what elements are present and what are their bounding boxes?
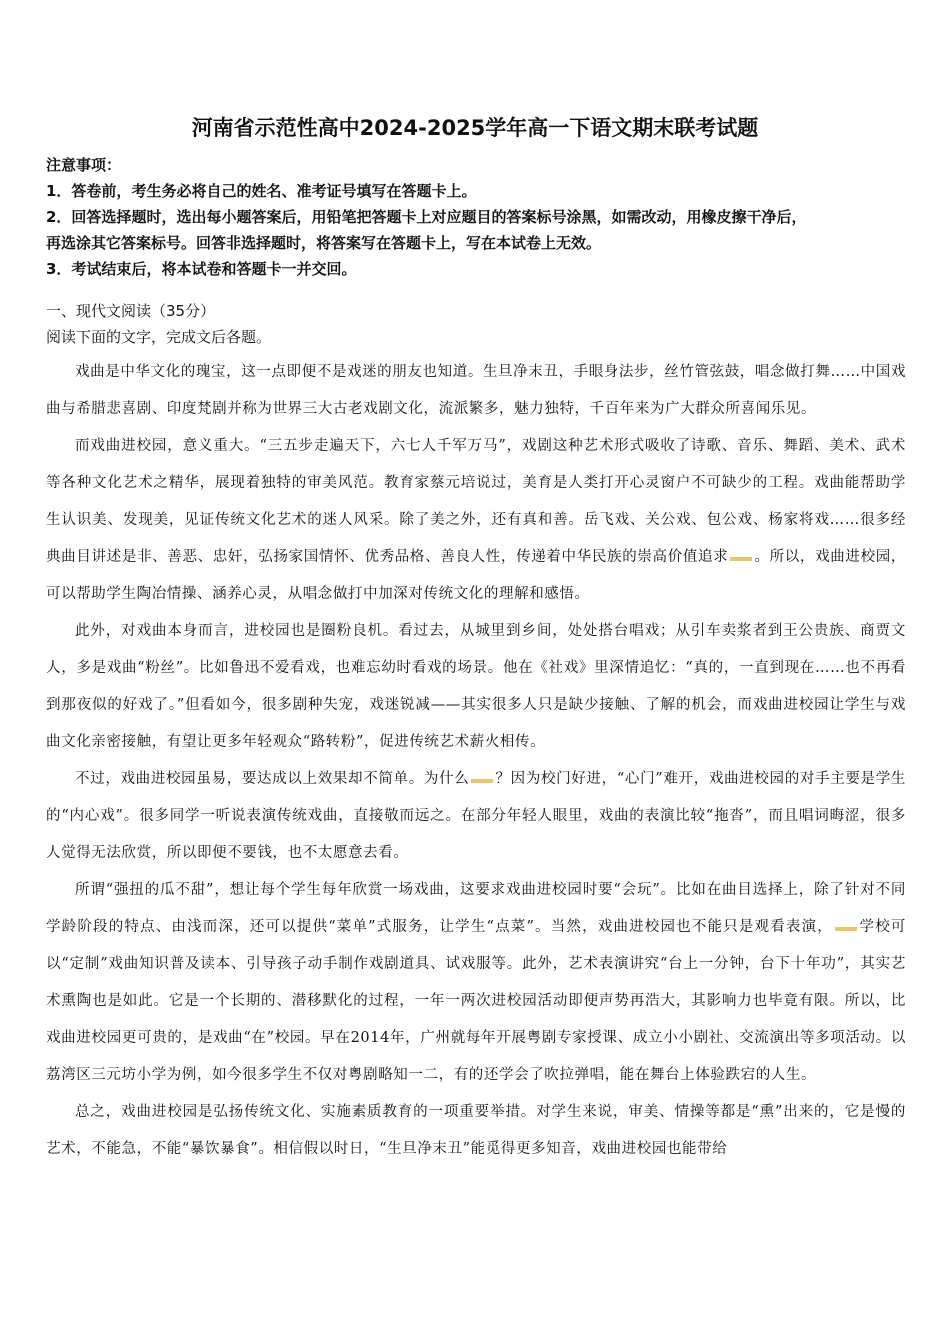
passage-paragraph-4: [46, 761, 906, 872]
passage-paragraph-2: [46, 428, 906, 613]
notice-heading: 注意事项：: [46, 156, 122, 174]
passage-paragraph-3: 此外，对戏曲本身而言，进校园也是圈粉良机。看过去，从城里到乡间，处处搭台唱戏；从引车卖浆者到王公贵族、商贾文人，多是戏曲“粉丝”。比如鲁迅不爱看戏，也难忘幼时看戏的场景。他在《社戏》里深情追忆：“真的，一直到现在……也不再看到那夜似的好戏了。”但看如今，很多剧种失宠，戏迷锐减——其实很多人只是缺少接触、了解的机会，而戏曲进校园让学生与戏曲文化亲密接触，有望让更多年轻观众“路转粉”，促进传统艺术薪火相传。: [46, 623, 906, 750]
notice-item-2: 2．回答选择题时，选出每小题答案后，用铅笔把答题卡上对应题目的答案标号涂黑，如需改动，用橡皮擦干净后，: [46, 208, 807, 226]
paragraph-2-part-2: 。所以，戏曲进校园，可以帮助学生陶冶情操、涵养心灵，从唱念做打中加深对传统文化的理解和感悟。: [46, 549, 906, 602]
reading-instruction: 阅读下面的文字，完成文后各题。: [46, 328, 272, 346]
notice-item-1: 1．答卷前，考生务必将自己的姓名、准考证号填写在答题卡上。: [46, 182, 477, 200]
notice-item-2-continued: 再选涂其它答案标号。回答非选择题时，将答案写在答题卡上，写在本试卷上无效。: [46, 234, 602, 252]
answer-blank-2: [471, 779, 493, 783]
paragraph-4-part-2: ？因为校门好进，“心门”难开，戏曲进校园的对手主要是学生的“内心戏”。很多同学一听说表演传统戏曲，直接敬而远之。在部分年轻人眼里，戏曲的表演比较“拖沓”，而且唱词晦涩，很多人觉得无法欣赏，所以即便不要钱，也不太愿意去看。: [46, 771, 906, 861]
section-heading: 一、现代文阅读（35分）: [46, 302, 216, 320]
paragraph-5-part-1: 所谓“强扭的瓜不甜”，想让每个学生每年欣赏一场戏曲，这要求戏曲进校园时要“会玩”。比如在曲目选择上，除了针对不同学龄阶段的特点、由浅而深，还可以提供“菜单”式服务，让学生“点菜”。当然，戏曲进校园也不能只是观看表演，: [46, 882, 906, 935]
answer-blank-3: [835, 927, 857, 931]
passage-paragraph-6: 总之，戏曲进校园是弘扬传统文化、实施素质教育的一项重要举措。对学生来说，审美、情操等都是“熏”出来的，它是慢的艺术，不能急，不能“暴饮暴食”。相信假以时日，“生旦净末丑”能觅得更多知音，戏曲进校园也能带给: [46, 1104, 906, 1157]
reading-passage: [46, 354, 906, 1168]
paragraph-5-part-2: 学校可以“定制”戏曲知识普及读本、引导孩子动手制作戏剧道具、试戏服等。此外，艺术表演讲究“台上一分钟，台下十年功”，其实艺术熏陶也是如此。它是一个长期的、潜移默化的过程，一年一两次进校园活动即便声势再浩大，其影响力也毕竟有限。所以，比戏曲进校园更可贵的，是戏曲“在”校园。早在2014年，广州就每年开展粤剧专家授课、成立小小剧社、交流演出等多项活动。以荔湾区三元坊小学为例，如今很多学生不仅对粤剧略知一二，有的还学会了吹拉弹唱，能在舞台上体验跌宕的人生。: [46, 919, 906, 1083]
notice-block: [46, 152, 906, 282]
passage-paragraph-1: 戏曲是中华文化的瑰宝，这一点即便不是戏迷的朋友也知道。生旦净末丑，手眼身法步，丝竹管弦鼓，唱念做打舞……中国戏曲与希腊悲喜剧、印度梵剧并称为世界三大古老戏剧文化，流派繁多，魅力独特，千百年来为广大群众所喜闻乐见。: [46, 364, 906, 417]
paragraph-4-part-1: 不过，戏曲进校园虽易，要达成以上效果却不简单。为什么: [75, 771, 470, 787]
paragraph-2-part-1: 而戏曲进校园，意义重大。“三五步走遍天下，六七人千军万马”，戏剧这种艺术形式吸收了诗歌、音乐、舞蹈、美术、武术等各种文化艺术之精华，展现着独特的审美风范。教育家蔡元培说过，美育是人类打开心灵窗户不可缺少的工程。戏曲能帮助学生认识美、发现美，见证传统文化艺术的迷人风采。除了美之外，还有真和善。岳飞戏、关公戏、包公戏、杨家将戏……很多经典曲目讲述是非、善恶、忠奸，弘扬家国情怀、优秀品格、善良人性，传递着中华民族的崇高价值追求: [46, 438, 906, 565]
exam-title: 河南省示范性高中2024-2025学年高一下语文期末联考试题: [191, 116, 759, 140]
notice-item-3: 3．考试结束后，将本试卷和答题卡一并交回。: [46, 260, 357, 278]
passage-paragraph-5: [46, 872, 906, 1094]
answer-blank-1: [730, 557, 752, 561]
